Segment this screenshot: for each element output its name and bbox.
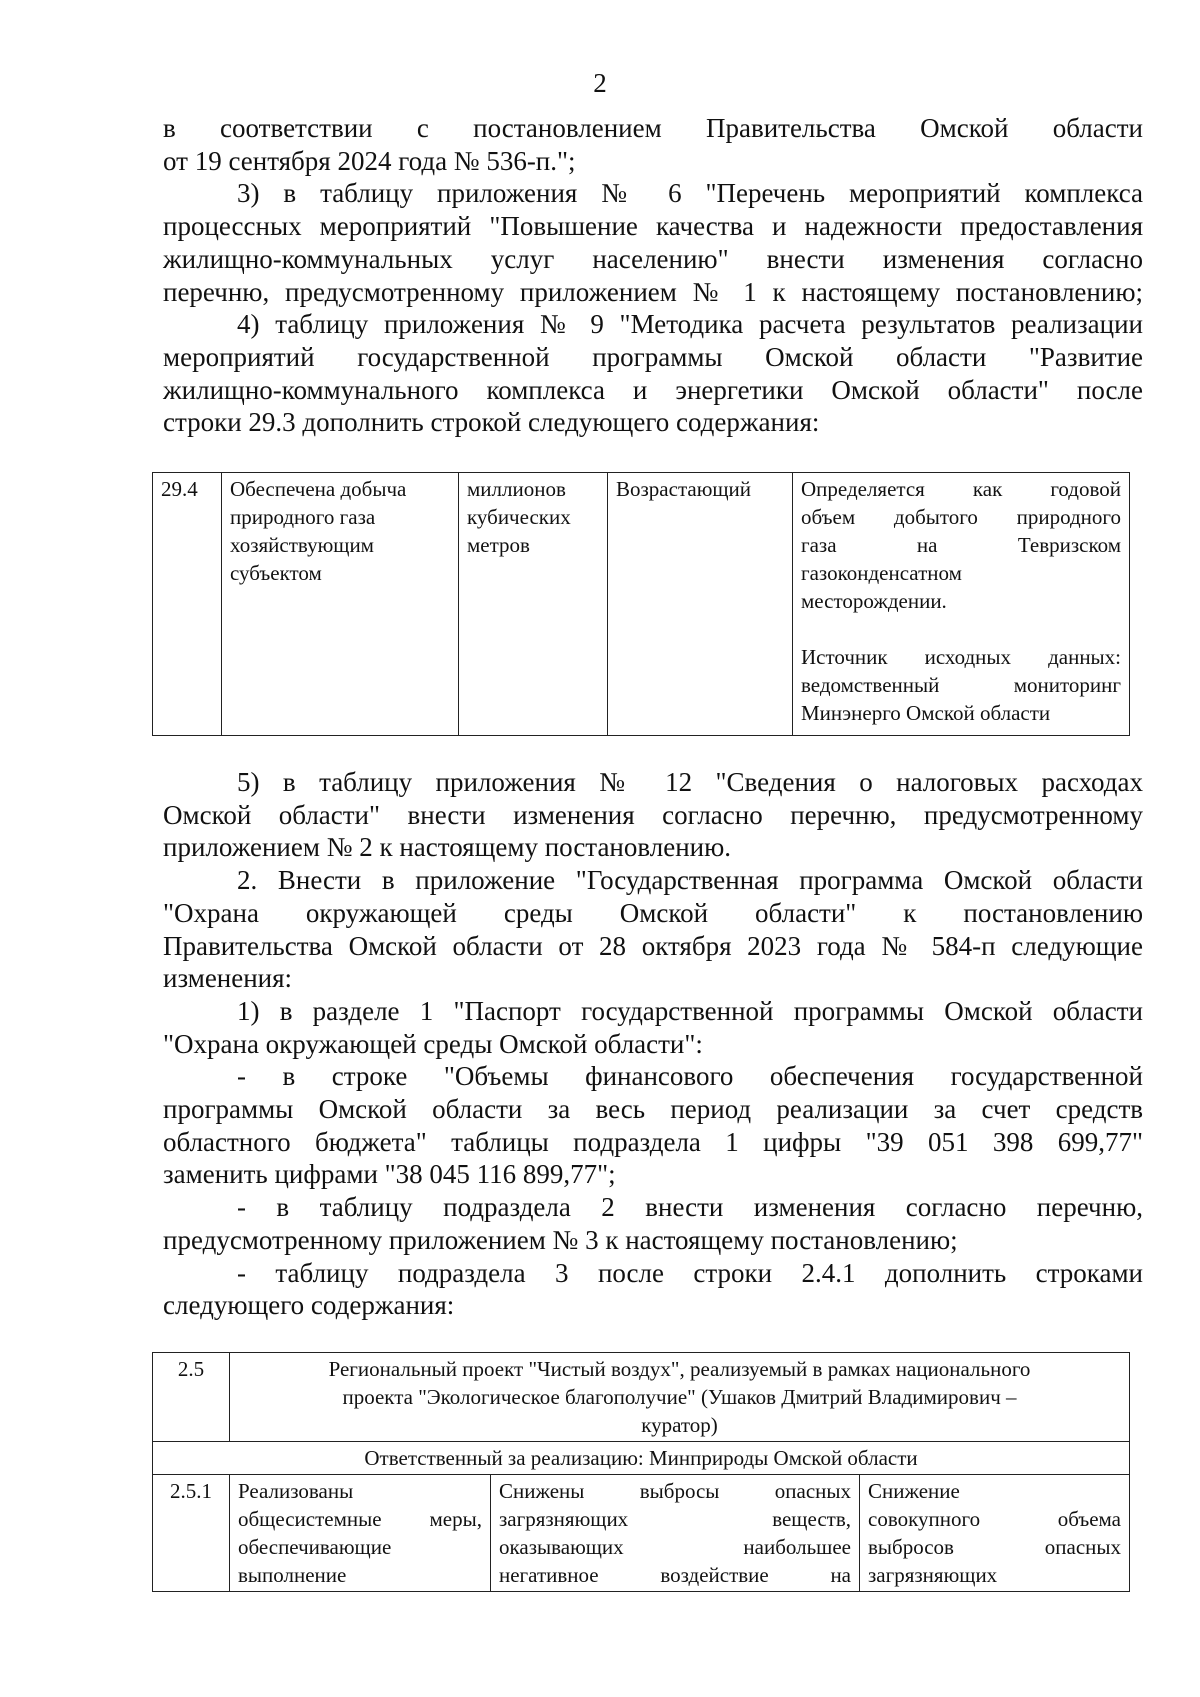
- text-line: процессных мероприятий "Повышение качества и надежности предоставления: [163, 211, 1143, 242]
- text-line: - в строке "Объемы финансового обеспечения государственной: [237, 1061, 1143, 1092]
- text-line: областного бюджета" таблицы подраздела 1 цифры "39 051 398 699,77": [163, 1126, 1143, 1157]
- text-line: 2. Внести в приложение "Государственная программа Омской области: [237, 865, 1143, 896]
- text-line: 4) таблицу приложения № 9 "Методика расчета результатов реализации: [237, 309, 1143, 340]
- text-line: жилищно-коммунальных услуг населению" внести изменения согласно: [163, 243, 1143, 274]
- row-number-cell: 2.5.1: [153, 1475, 230, 1592]
- text-line: в соответствии с постановлением Правительства Омской области: [163, 113, 1143, 143]
- text-line: 5) в таблицу приложения № 12 "Сведения о налоговых расходах: [237, 767, 1143, 797]
- unit-cell: миллионов кубических метров: [459, 473, 608, 736]
- text-line: Правительства Омской области от 28 октября 2023 года № 584-п следующие: [163, 930, 1143, 961]
- text-line: от 19 сентября 2024 года № 536-п.";: [163, 145, 576, 176]
- text-line: Омской области" внести изменения согласно перечню, предусмотренному: [163, 799, 1143, 830]
- text-line: 3) в таблицу приложения № 6 "Перечень мероприятий комплекса: [237, 178, 1143, 209]
- text-line: "Охрана окружающей среды Омской области" к постановлению: [163, 897, 1143, 928]
- text-line: заменить цифрами "38 045 116 899,77";: [163, 1159, 616, 1190]
- text-line: приложением № 2 к настоящему постановлению.: [163, 832, 732, 863]
- text-line: строки 29.3 дополнить строкой следующего содержания:: [163, 407, 820, 438]
- row-number-cell: 2.5: [153, 1353, 230, 1442]
- text-line: "Охрана окружающей среды Омской области":: [163, 1028, 703, 1059]
- program-structure-table: [152, 1352, 1130, 1592]
- table-row: [153, 473, 1130, 736]
- table-row: [153, 1353, 1130, 1442]
- text-block-1: [163, 112, 1143, 439]
- row-number-cell: 29.4: [153, 473, 222, 736]
- text-line: изменения:: [163, 963, 293, 994]
- text-line: предусмотренному приложением № 3 к настоящему постановлению;: [163, 1224, 958, 1255]
- text-line: перечню, предусмотренному приложением № 1 к настоящему постановлению;: [163, 276, 1143, 307]
- text-block-2: [163, 766, 1143, 1322]
- text-line: мероприятий государственной программы Омской области "Развитие: [163, 341, 1143, 372]
- text-line: программы Омской области за весь период реализации за счет средств: [163, 1094, 1143, 1125]
- project-title-cell: Региональный проект "Чистый воздух", реализуемый в рамках национального проекта "Экологическое благополучие" (Ушаков Дмитрий Владимирович – куратор): [230, 1353, 1130, 1442]
- table-row: [153, 1442, 1130, 1475]
- text-line: - таблицу подраздела 3 после строки 2.4.1 дополнить строками: [237, 1257, 1143, 1288]
- text-line: 1) в разделе 1 "Паспорт государственной программы Омской области: [237, 995, 1143, 1026]
- text-line: следующего содержания:: [163, 1290, 455, 1321]
- text-line: жилищно-коммунального комплекса и энергетики Омской области" после: [163, 374, 1143, 405]
- effect-cell: Снижены выбросы опасных загрязняющих веществ, оказывающих наибольшее негативное воздействие на: [491, 1475, 860, 1592]
- indicator-cell: Снижение совокупного объема выбросов опасных загрязняющих: [860, 1475, 1130, 1592]
- methodology-table: [152, 472, 1130, 736]
- text-line: - в таблицу подраздела 2 внести изменения согласно перечню,: [237, 1192, 1143, 1223]
- responsible-cell: Ответственный за реализацию: Минприроды Омской области: [153, 1442, 1130, 1475]
- method-cell: Определяется как годовой объем добытого природного газа на Тевризском газоконденсатном месторождении. Источник исходных данных: ведомственный мониторинг Минэнерго Омской области: [793, 473, 1130, 736]
- trend-cell: Возрастающий: [608, 473, 793, 736]
- page-number: 2: [593, 68, 607, 98]
- task-cell: Реализованы общесистемные меры, обеспечивающие выполнение: [230, 1475, 491, 1592]
- result-name-cell: Обеспечена добыча природного газа хозяйствующим субъектом: [222, 473, 459, 736]
- table-row: [153, 1475, 1130, 1592]
